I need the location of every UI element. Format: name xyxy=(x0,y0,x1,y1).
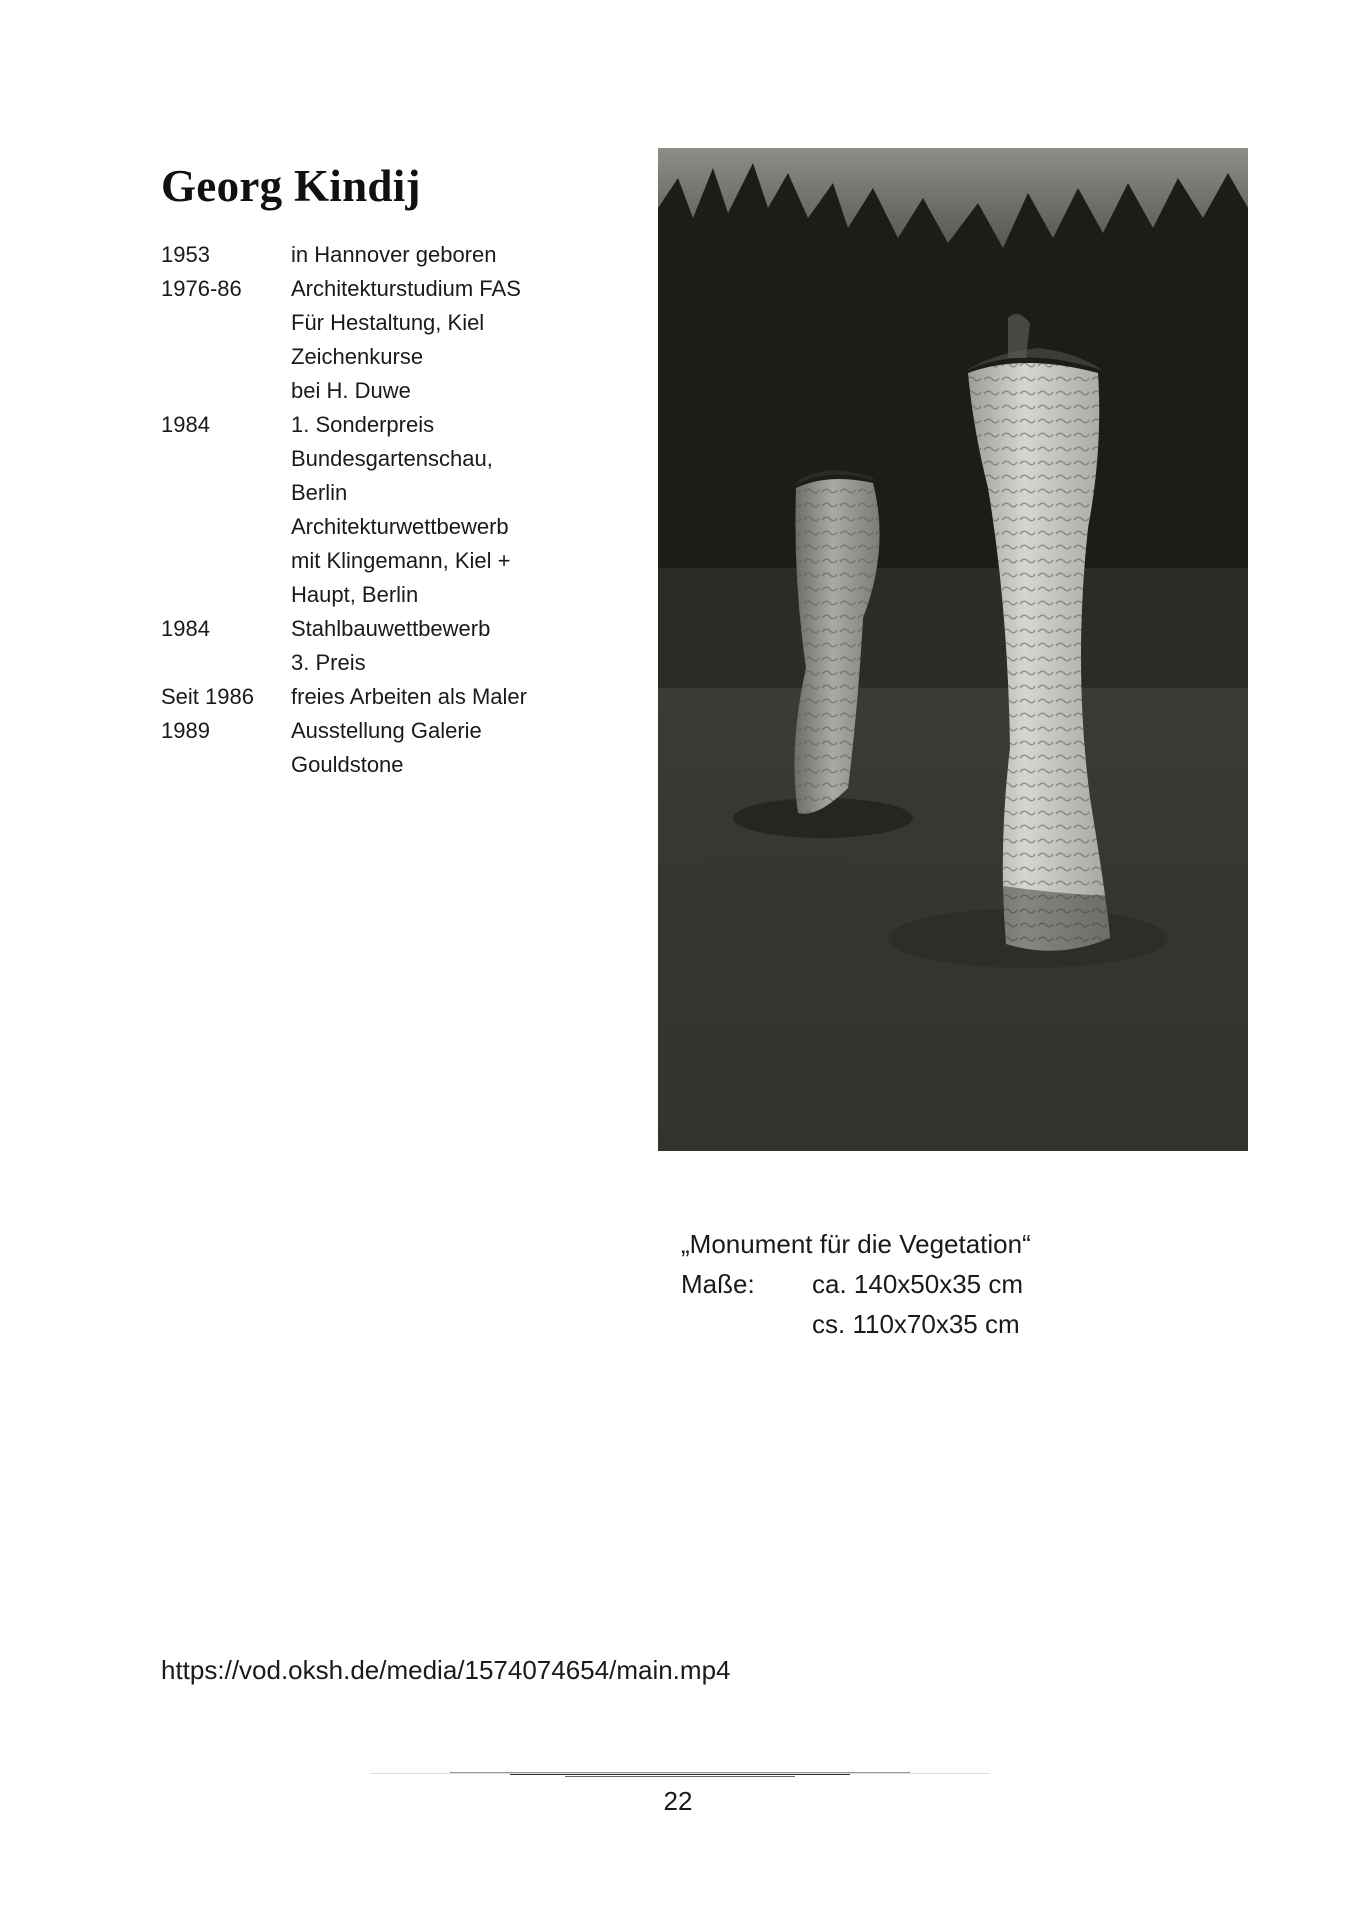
sculpture-photo xyxy=(658,148,1248,1151)
dimensions-label: Maße: xyxy=(681,1269,755,1299)
biography-entry xyxy=(161,680,611,714)
biography-line: Bundesgartenschau, xyxy=(291,446,493,471)
biography-line: Zeichenkurse xyxy=(291,344,424,369)
biography-entry xyxy=(161,408,611,612)
biography-line: 1. Sonderpreis xyxy=(291,412,435,437)
biography-line: Architekturstudium FAS xyxy=(291,276,521,301)
biography-description xyxy=(291,612,611,680)
biography-year: 1976-86 xyxy=(161,276,242,301)
biography-entry xyxy=(161,714,611,782)
biography-year: 1984 xyxy=(161,412,210,437)
biography-description xyxy=(291,238,611,272)
biography-line: Architekturwettbewerb xyxy=(291,514,509,539)
biography-year: Seit 1986 xyxy=(161,684,254,709)
biography-line: bei H. Duwe xyxy=(291,378,411,403)
footer-divider xyxy=(370,1770,990,1782)
biography-line: Stahlbauwettbewerb xyxy=(291,616,491,641)
dimension-value: ca. 140x50x35 cm xyxy=(812,1269,1024,1299)
biography-line: freies Arbeiten als Maler xyxy=(291,684,527,709)
biography-entry xyxy=(161,272,611,408)
biography-description xyxy=(291,272,611,408)
page-number: 22 xyxy=(663,1786,693,1816)
biography-line: Gouldstone xyxy=(291,752,404,777)
biography-line: mit Klingemann, Kiel + xyxy=(291,548,511,573)
video-link[interactable]: https://vod.oksh.de/media/1574074654/main.mp4 xyxy=(161,1655,731,1685)
biography-description xyxy=(291,714,611,782)
dimension-value: cs. 110x70x35 cm xyxy=(812,1309,1020,1339)
artist-name-heading: Georg Kindij xyxy=(161,161,421,211)
biography-entry xyxy=(161,612,611,680)
biography-line: Haupt, Berlin xyxy=(291,582,419,607)
biography-description xyxy=(291,408,611,612)
biography-list xyxy=(161,238,611,782)
biography-year: 1953 xyxy=(161,242,210,267)
biography-year: 1989 xyxy=(161,718,210,743)
biography-line: in Hannover geboren xyxy=(291,242,497,267)
biography-line: 3. Preis xyxy=(291,650,366,675)
biography-line: Berlin xyxy=(291,480,348,505)
biography-year: 1984 xyxy=(161,616,210,641)
artwork-title: „Monument für die Vegetation“ xyxy=(681,1229,1031,1259)
biography-line: Für Hestaltung, Kiel xyxy=(291,310,485,335)
biography-description xyxy=(291,680,611,714)
biography-line: Ausstellung Galerie xyxy=(291,718,482,743)
photo-caption xyxy=(681,1224,1031,1344)
biography-entry xyxy=(161,238,611,272)
